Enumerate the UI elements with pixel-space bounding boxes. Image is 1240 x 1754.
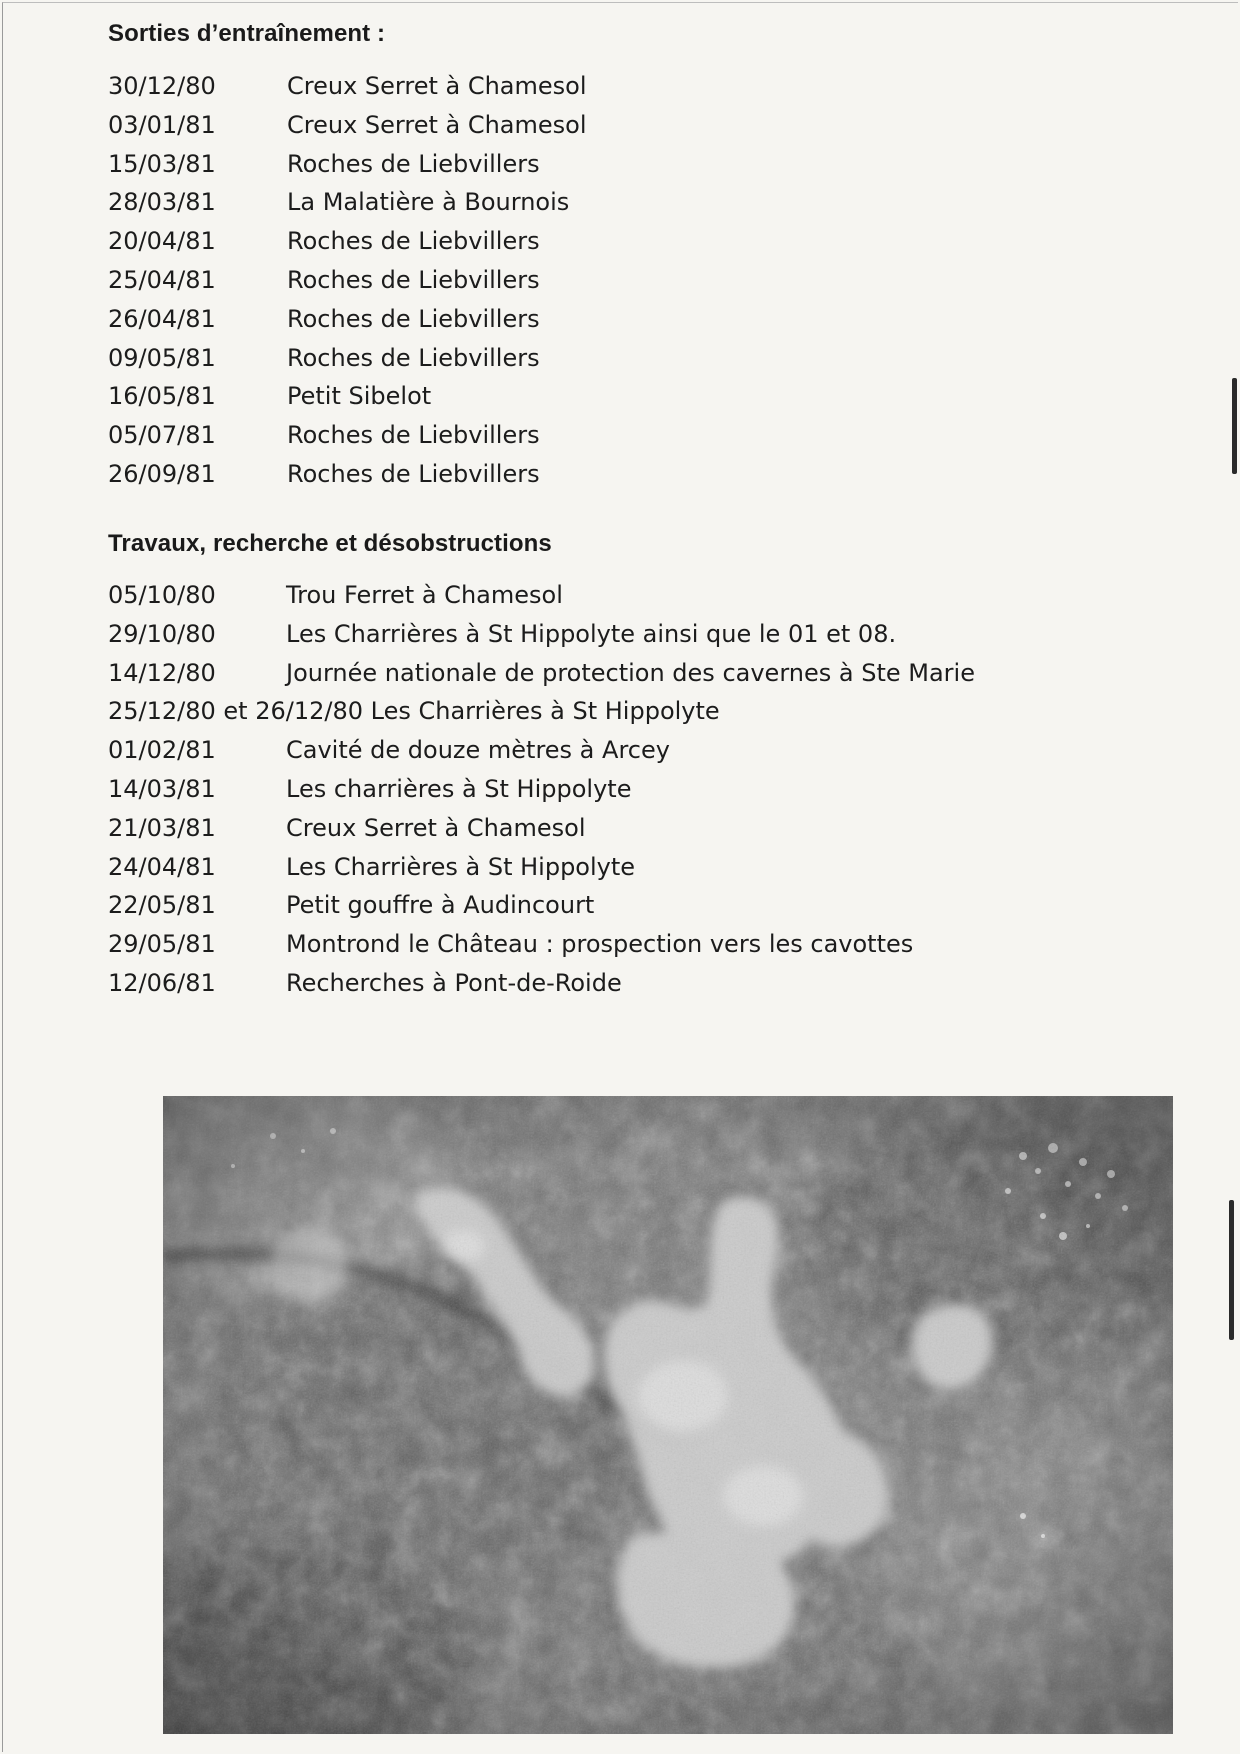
entry-date: 29/05/81 bbox=[108, 930, 216, 959]
list-item bbox=[108, 579, 1008, 618]
entry-date: 20/04/81 bbox=[108, 227, 216, 256]
list-item bbox=[108, 928, 1008, 967]
entry-date-range: 25/12/80 et 26/12/80 Les Charrières à St Hippolyte bbox=[108, 697, 720, 726]
entry-date: 28/03/81 bbox=[108, 188, 216, 217]
entry-place: Roches de Liebvillers bbox=[287, 149, 540, 178]
entry-date: 09/05/81 bbox=[108, 343, 216, 372]
entry-place: Recherches à Pont-de-Roide bbox=[286, 968, 622, 997]
entry-place: Creux Serret à Chamesol bbox=[287, 72, 587, 100]
list-item bbox=[108, 458, 1008, 497]
entry-date: 16/05/81 bbox=[108, 382, 216, 411]
entry-date: 22/05/81 bbox=[108, 891, 216, 920]
entry-date: 29/10/80 bbox=[108, 619, 216, 648]
scan-edge-mark bbox=[1232, 378, 1237, 474]
list-item bbox=[108, 618, 1008, 657]
entry-place: Roches de Liebvillers bbox=[287, 421, 540, 450]
entry-date: 03/01/81 bbox=[108, 110, 216, 139]
entry-place: Roches de Liebvillers bbox=[287, 343, 540, 372]
scan-edge-mark bbox=[1229, 1200, 1234, 1340]
list-item bbox=[108, 148, 1008, 187]
entry-place: Les Charrières à St Hippolyte ainsi que le 01 et 08. bbox=[286, 619, 897, 648]
list-item bbox=[108, 967, 1008, 1006]
list-item bbox=[108, 734, 1008, 773]
entry-place: Journée nationale de protection des cavernes à Ste Marie bbox=[286, 658, 975, 687]
sorties-heading: Sorties d’entraînement : bbox=[108, 20, 386, 47]
list-item bbox=[108, 109, 1008, 148]
list-item bbox=[108, 70, 1008, 109]
travaux-heading: Travaux, recherche et désobstructions bbox=[108, 530, 552, 557]
list-item bbox=[108, 812, 1008, 851]
list-item bbox=[108, 419, 1008, 458]
entry-place: Creux Serret à Chamesol bbox=[286, 813, 586, 842]
entry-date: 26/09/81 bbox=[108, 459, 216, 488]
entry-place: Montrond le Château : prospection vers les cavottes bbox=[286, 930, 914, 959]
list-item bbox=[108, 342, 1008, 381]
list-item bbox=[108, 380, 1008, 419]
entry-date: 01/02/81 bbox=[108, 736, 216, 765]
entry-place: Cavité de douze mètres à Arcey bbox=[286, 736, 670, 765]
list-item bbox=[108, 303, 1008, 342]
entry-place: Petit Sibelot bbox=[287, 382, 432, 411]
travaux-list bbox=[108, 579, 1008, 1006]
entry-date: 05/07/81 bbox=[108, 421, 216, 450]
entry-place: Les charrières à St Hippolyte bbox=[286, 774, 632, 803]
entry-date: 12/06/81 bbox=[108, 968, 216, 997]
entry-place: Petit gouffre à Audincourt bbox=[286, 891, 595, 920]
entry-place: Roches de Liebvillers bbox=[287, 304, 540, 333]
entry-place: Roches de Liebvillers bbox=[287, 459, 540, 488]
entry-place: Roches de Liebvillers bbox=[287, 265, 540, 294]
list-item bbox=[108, 695, 1008, 734]
entry-date: 15/03/81 bbox=[108, 149, 216, 178]
cave-formation-photo bbox=[163, 1096, 1173, 1734]
list-item bbox=[108, 657, 1008, 696]
list-item bbox=[108, 225, 1008, 264]
entry-place: Roches de Liebvillers bbox=[287, 227, 540, 256]
sorties-list bbox=[108, 70, 1008, 497]
list-item bbox=[108, 773, 1008, 812]
entry-date: 25/04/81 bbox=[108, 265, 216, 294]
entry-place: Trou Ferret à Chamesol bbox=[286, 581, 563, 609]
entry-date: 24/04/81 bbox=[108, 852, 216, 881]
list-item bbox=[108, 851, 1008, 890]
entry-date: 05/10/80 bbox=[108, 581, 216, 609]
entry-date: 30/12/80 bbox=[108, 72, 216, 100]
list-item bbox=[108, 186, 1008, 225]
entry-place: Les Charrières à St Hippolyte bbox=[286, 852, 636, 881]
entry-date: 26/04/81 bbox=[108, 304, 216, 333]
entry-place: Creux Serret à Chamesol bbox=[287, 110, 587, 139]
entry-date: 14/12/80 bbox=[108, 658, 216, 687]
list-item bbox=[108, 264, 1008, 303]
entry-date: 21/03/81 bbox=[108, 813, 216, 842]
entry-date: 14/03/81 bbox=[108, 774, 216, 803]
cave-formation-image bbox=[163, 1096, 1173, 1734]
entry-place: La Malatière à Bournois bbox=[287, 188, 570, 217]
list-item bbox=[108, 889, 1008, 928]
